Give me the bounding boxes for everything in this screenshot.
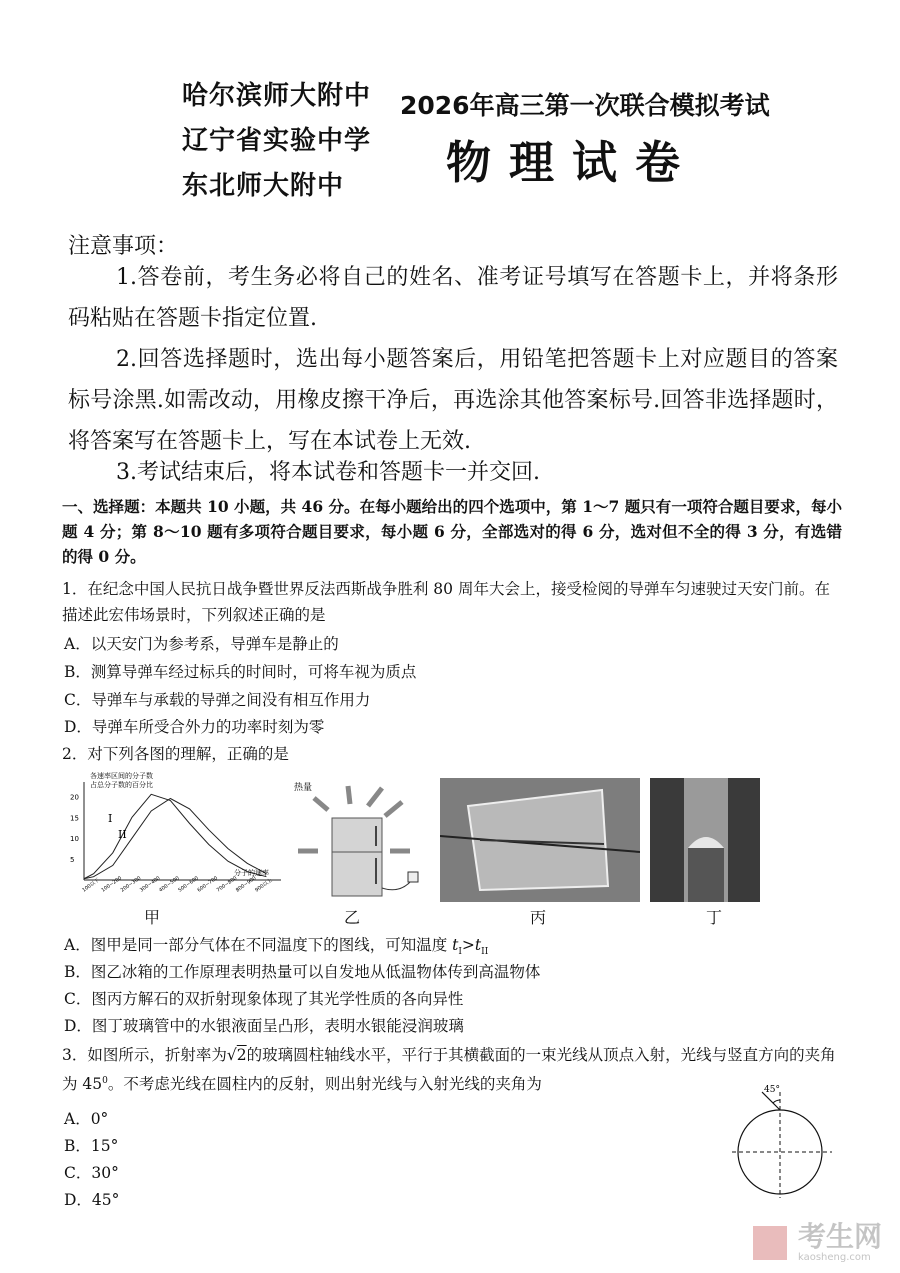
chart-xtick-label: 500~600 xyxy=(177,875,200,894)
section-heading: 一、选择题：本题共 10 小题，共 46 分。在每小题给出的四个选项中，第 1～7 题只有一项符合题目要求，每小题 4 分；第 8～10 题有多项符合题目要求，每小题 6 分，全部选对的得 6 分，选对但不全的得 3 分，有选错的得 0 分。 xyxy=(62,497,842,566)
chart-xtick-label: 100以下 xyxy=(81,877,101,894)
chart-curve-label-I: I xyxy=(108,812,113,825)
caption-jia: 甲 xyxy=(144,908,161,927)
q2-option-b: B．图乙冰箱的工作原理表明热量可以自发地从低温物体传到高温物体 xyxy=(64,963,541,981)
watermark xyxy=(753,1222,882,1263)
chart-xtick-label: 200~300 xyxy=(119,875,143,894)
chart-ylabel-line2: 占总分子数的百分比 xyxy=(90,781,153,789)
watermark-en: kaosheng.com xyxy=(797,1252,871,1263)
caption-yi: 乙 xyxy=(344,908,361,927)
chart-ytick-label: 15 xyxy=(70,814,79,823)
watermark-cn: 考生网 xyxy=(797,1220,882,1253)
q2-option-c: C．图丙方解石的双折射现象体现了其光学性质的各向异性 xyxy=(64,990,464,1008)
angle-label: 45° xyxy=(764,1085,780,1095)
school-list xyxy=(182,74,371,209)
school-name: 东北师大附中 xyxy=(182,171,345,201)
q3-option-d: D．45° xyxy=(64,1191,120,1209)
chart-xtick-label: 700~800 xyxy=(215,875,239,894)
glass-tube-photo xyxy=(650,778,760,902)
maxwell-distribution-chart xyxy=(66,770,288,900)
question-1-stem: 1．在纪念中国人民抗日战争暨世界反法西斯战争胜利 80 周年大会上，接受检阅的导弹车匀速驶过天安门前。在描述此宏伟场景时，下列叙述正确的是 xyxy=(62,580,830,624)
fridge-body xyxy=(332,818,382,896)
q1-option-b: B．测算导弹车经过标兵的时间时，可将车视为质点 xyxy=(64,663,417,681)
q2-option-a: A．图甲是同一部分气体在不同温度下的图线，可知温度 $t_I>t_{II}$ xyxy=(64,936,489,958)
q3-option-b: B．15° xyxy=(64,1137,119,1155)
chart-ylabel-line1: 各速率区间的分子数 xyxy=(90,772,153,780)
heat-label: 热量 xyxy=(294,783,313,793)
chart-xtick-label: 300~400 xyxy=(138,875,162,894)
refrigerator-figure xyxy=(290,776,425,901)
chart-xtick-label: 100~200 xyxy=(100,875,124,894)
note-item: 2.回答选择题时，选出每小题答案后，用铅笔把答题卡上对应题目的答案标号涂黑.如需改动，用橡皮擦干净后，再选涂其他答案标号.回答非选择题时，将答案写在答题卡上，写在本试卷上无效. xyxy=(68,347,838,454)
chart-curve-label-II: II xyxy=(118,828,127,841)
caption-bing: 丙 xyxy=(530,908,547,927)
chart-xtick-label: 900以上 xyxy=(254,877,274,894)
angle-arc xyxy=(773,1100,780,1103)
subject-title: 物理试卷 xyxy=(446,136,699,189)
note-item: 1.答卷前，考生务必将自己的姓名、准考证号填写在答题卡上，并将条形码粘贴在答题卡指定位置. xyxy=(68,265,838,331)
watermark-logo-icon xyxy=(753,1226,787,1260)
question-2-stem: 2．对下列各图的理解，正确的是 xyxy=(62,745,289,763)
q3-option-a: A．0° xyxy=(64,1110,109,1128)
power-socket xyxy=(408,872,418,882)
calcite-photo xyxy=(440,778,640,902)
chart-ytick-label: 10 xyxy=(70,835,79,844)
cylinder-cross-section xyxy=(728,1080,838,1200)
caption-ding: 丁 xyxy=(706,908,723,927)
mercury-column xyxy=(688,848,724,902)
q1-option-d: D．导弹车所受合外力的功率时刻为零 xyxy=(64,718,325,736)
q3-option-c: C．30° xyxy=(64,1164,119,1182)
notes-heading: 注意事项： xyxy=(68,234,179,259)
school-name: 哈尔滨师大附中 xyxy=(182,81,372,111)
chart-xtick-label: 400~500 xyxy=(158,875,181,894)
exam-name: 2026年高三第一次联合模拟考试 xyxy=(400,91,770,120)
q1-option-a: A．以天安门为参考系，导弹车是静止的 xyxy=(64,635,339,653)
chart-ytick-label: 20 xyxy=(70,793,79,802)
school-name: 辽宁省实验中学 xyxy=(182,126,372,156)
question-3-stem: 3．如图所示，折射率为√2的玻璃圆柱轴线水平，平行于其横截面的一束光线从顶点入射，光线与竖直方向的夹角为 $45^0$。不考虑光线在圆柱内的反射，则出射光线与入射光线的夹角为 xyxy=(62,1046,836,1094)
q2-option-d: D．图丁玻璃管中的水银液面呈凸形，表明水银能浸润玻璃 xyxy=(64,1017,464,1035)
chart-xtick-label: 600~700 xyxy=(196,875,220,894)
chart-ytick-label: 5 xyxy=(70,856,75,865)
q1-option-c: C．导弹车与承载的导弹之间没有相互作用力 xyxy=(64,691,371,709)
note-item: 3.考试结束后，将本试卷和答题卡一并交回. xyxy=(116,460,540,485)
chart-xtick-label: 800~900 xyxy=(234,875,258,894)
chart-xlabel: 分子的速率 xyxy=(234,869,269,877)
